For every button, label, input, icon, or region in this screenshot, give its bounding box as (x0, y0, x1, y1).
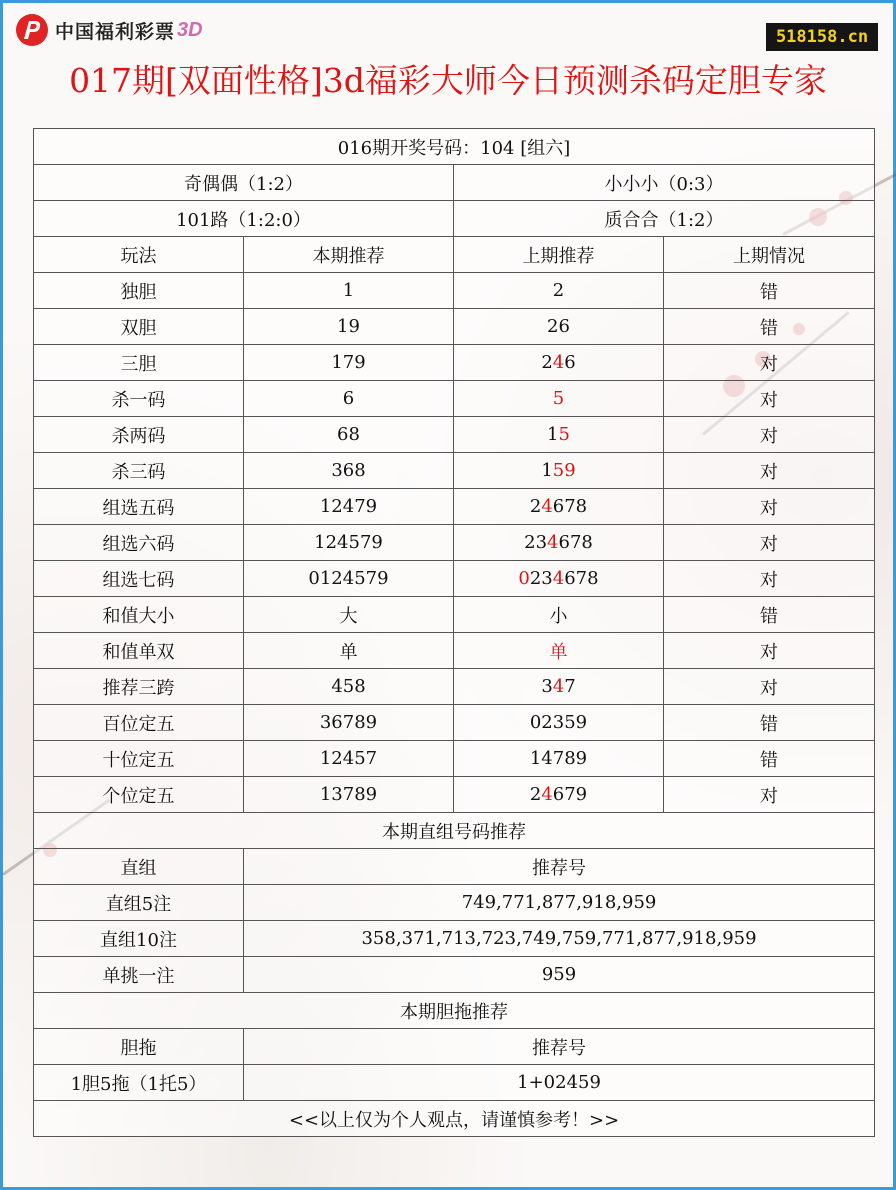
current-pick: 458 (244, 669, 454, 705)
section-header-row (34, 1029, 875, 1065)
pick-label: 单挑一注 (34, 957, 244, 993)
current-pick: 368 (244, 453, 454, 489)
header-play: 玩法 (34, 237, 244, 273)
table-row (34, 777, 875, 813)
page-title: 017期[双面性格]3d福彩大师今日预测杀码定胆专家 (69, 61, 827, 100)
previous-pick (454, 525, 664, 561)
miss-digits: 26 (547, 316, 570, 337)
header-current: 本期推荐 (244, 237, 454, 273)
odd-even-pattern: 奇偶偶（1:2） (34, 165, 454, 201)
previous-result: 对 (664, 489, 875, 525)
previous-result: 对 (664, 417, 875, 453)
miss-digits: 1 (547, 424, 559, 445)
header-previous: 上期推荐 (454, 237, 664, 273)
previous-result: 对 (664, 633, 875, 669)
disclaimer: <<以上仅为个人观点，请谨慎参考！>> (34, 1101, 875, 1137)
current-pick: 36789 (244, 705, 454, 741)
hit-digits: 4 (541, 496, 553, 517)
pick-label: 直组10注 (34, 921, 244, 957)
current-pick: 19 (244, 309, 454, 345)
draw-pattern-row (34, 201, 875, 237)
hit-digits: 单 (549, 641, 568, 663)
previous-pick (454, 777, 664, 813)
miss-digits: 678 (564, 568, 599, 589)
previous-result: 错 (664, 597, 875, 633)
hit-digits: 4 (552, 352, 565, 373)
play-name: 组选五码 (34, 489, 244, 525)
previous-result: 对 (664, 669, 875, 705)
section-header-value: 推荐号 (244, 1029, 875, 1065)
table-row (34, 633, 875, 669)
table-row (34, 273, 875, 309)
logo-3d: 3D (177, 18, 203, 41)
play-name: 推荐三跨 (34, 669, 244, 705)
prediction-table (33, 128, 875, 1137)
hit-digits: 5 (558, 424, 570, 445)
miss-digits: 23 (529, 568, 553, 589)
draw-pattern-row (34, 165, 875, 201)
hit-digits: 4 (547, 532, 559, 553)
previous-pick (454, 309, 664, 345)
miss-digits: 2 (529, 496, 542, 517)
miss-digits: 02359 (529, 712, 588, 733)
previous-result: 对 (664, 525, 875, 561)
miss-digits: 2 (541, 352, 553, 373)
previous-result: 对 (664, 561, 875, 597)
current-pick: 12457 (244, 741, 454, 777)
previous-result: 对 (664, 777, 875, 813)
logo-text: 中国福利彩票 (55, 21, 176, 43)
miss-digits: 2 (552, 280, 565, 301)
table-row (34, 525, 875, 561)
play-name: 杀一码 (34, 381, 244, 417)
pick-numbers: 959 (244, 957, 875, 993)
current-pick: 大 (244, 597, 454, 633)
lottery-logo-icon (15, 13, 49, 47)
table-row (34, 597, 875, 633)
play-name: 个位定五 (34, 777, 244, 813)
previous-pick (454, 453, 664, 489)
direct-section-title-row (34, 813, 875, 849)
hit-digits: 4 (541, 784, 553, 805)
current-pick: 单 (244, 633, 454, 669)
miss-digits: 14789 (529, 748, 588, 769)
play-name: 和值单双 (34, 633, 244, 669)
pick-numbers: 749,771,877,918,959 (244, 885, 875, 921)
table-row (34, 885, 875, 921)
previous-pick (454, 561, 664, 597)
lottery-logo (15, 13, 203, 47)
previous-pick (454, 705, 664, 741)
hit-digits: 4 (552, 568, 565, 589)
table-row (34, 957, 875, 993)
previous-result: 对 (664, 453, 875, 489)
table-row (34, 453, 875, 489)
hit-digits: 5 (552, 388, 565, 409)
previous-pick (454, 741, 664, 777)
route-pattern: 101路（1:2:0） (34, 201, 454, 237)
play-name: 双胆 (34, 309, 244, 345)
size-pattern: 小小小（0:3） (454, 165, 875, 201)
pick-label: 1胆5拖（1托5） (34, 1065, 244, 1101)
miss-digits: 6 (564, 352, 576, 373)
play-name: 十位定五 (34, 741, 244, 777)
table-row (34, 489, 875, 525)
section-header-row (34, 849, 875, 885)
table-row (34, 705, 875, 741)
miss-digits: 679 (552, 784, 588, 805)
play-name: 杀两码 (34, 417, 244, 453)
miss-digits: 7 (564, 676, 576, 697)
section-header-label: 直组 (34, 849, 244, 885)
miss-digits: 小 (549, 605, 568, 627)
table-row (34, 669, 875, 705)
previous-pick (454, 669, 664, 705)
current-pick: 68 (244, 417, 454, 453)
draw-result: 016期开奖号码：104 [组六] (34, 129, 875, 165)
table-row (34, 345, 875, 381)
miss-digits: 678 (558, 532, 593, 553)
miss-digits: 1 (541, 460, 553, 481)
previous-pick (454, 597, 664, 633)
previous-pick (454, 273, 664, 309)
table-row (34, 741, 875, 777)
play-name: 百位定五 (34, 705, 244, 741)
miss-digits: 678 (552, 496, 588, 517)
previous-result: 错 (664, 273, 875, 309)
current-pick: 6 (244, 381, 454, 417)
section-header-label: 胆拖 (34, 1029, 244, 1065)
current-pick: 124579 (244, 525, 454, 561)
draw-result-row (34, 129, 875, 165)
previous-pick (454, 417, 664, 453)
dantuo-section-title: 本期胆拖推荐 (34, 993, 875, 1029)
hit-digits: 4 (552, 676, 565, 697)
current-pick: 1 (244, 273, 454, 309)
previous-pick (454, 381, 664, 417)
previous-pick (454, 345, 664, 381)
hit-digits: 0 (518, 568, 530, 589)
previous-pick (454, 633, 664, 669)
table-row (34, 561, 875, 597)
header-result: 上期情况 (664, 237, 875, 273)
pick-numbers: 1+02459 (244, 1065, 875, 1101)
prime-pattern: 质合合（1:2） (454, 201, 875, 237)
previous-result: 错 (664, 741, 875, 777)
miss-digits: 23 (524, 532, 548, 553)
play-name: 独胆 (34, 273, 244, 309)
current-pick: 12479 (244, 489, 454, 525)
previous-result: 错 (664, 309, 875, 345)
play-name: 杀三码 (34, 453, 244, 489)
direct-section-title: 本期直组号码推荐 (34, 813, 875, 849)
previous-result: 对 (664, 345, 875, 381)
play-name: 组选六码 (34, 525, 244, 561)
previous-pick (454, 489, 664, 525)
current-pick: 0124579 (244, 561, 454, 597)
table-row (34, 309, 875, 345)
table-row (34, 921, 875, 957)
dantuo-section-title-row (34, 993, 875, 1029)
table-header-row (34, 237, 875, 273)
table-row (34, 1065, 875, 1101)
site-badge[interactable]: 518158.cn (766, 23, 878, 51)
previous-result: 对 (664, 381, 875, 417)
miss-digits: 2 (529, 784, 542, 805)
table-row (34, 381, 875, 417)
current-pick: 13789 (244, 777, 454, 813)
play-name: 三胆 (34, 345, 244, 381)
play-name: 和值大小 (34, 597, 244, 633)
pick-label: 直组5注 (34, 885, 244, 921)
play-name: 组选七码 (34, 561, 244, 597)
table-row (34, 417, 875, 453)
hit-digits: 59 (552, 460, 576, 481)
current-pick: 179 (244, 345, 454, 381)
previous-result: 错 (664, 705, 875, 741)
disclaimer-row (34, 1101, 875, 1137)
pick-numbers: 358,371,713,723,749,759,771,877,918,959 (244, 921, 875, 957)
miss-digits: 3 (541, 676, 553, 697)
section-header-value: 推荐号 (244, 849, 875, 885)
